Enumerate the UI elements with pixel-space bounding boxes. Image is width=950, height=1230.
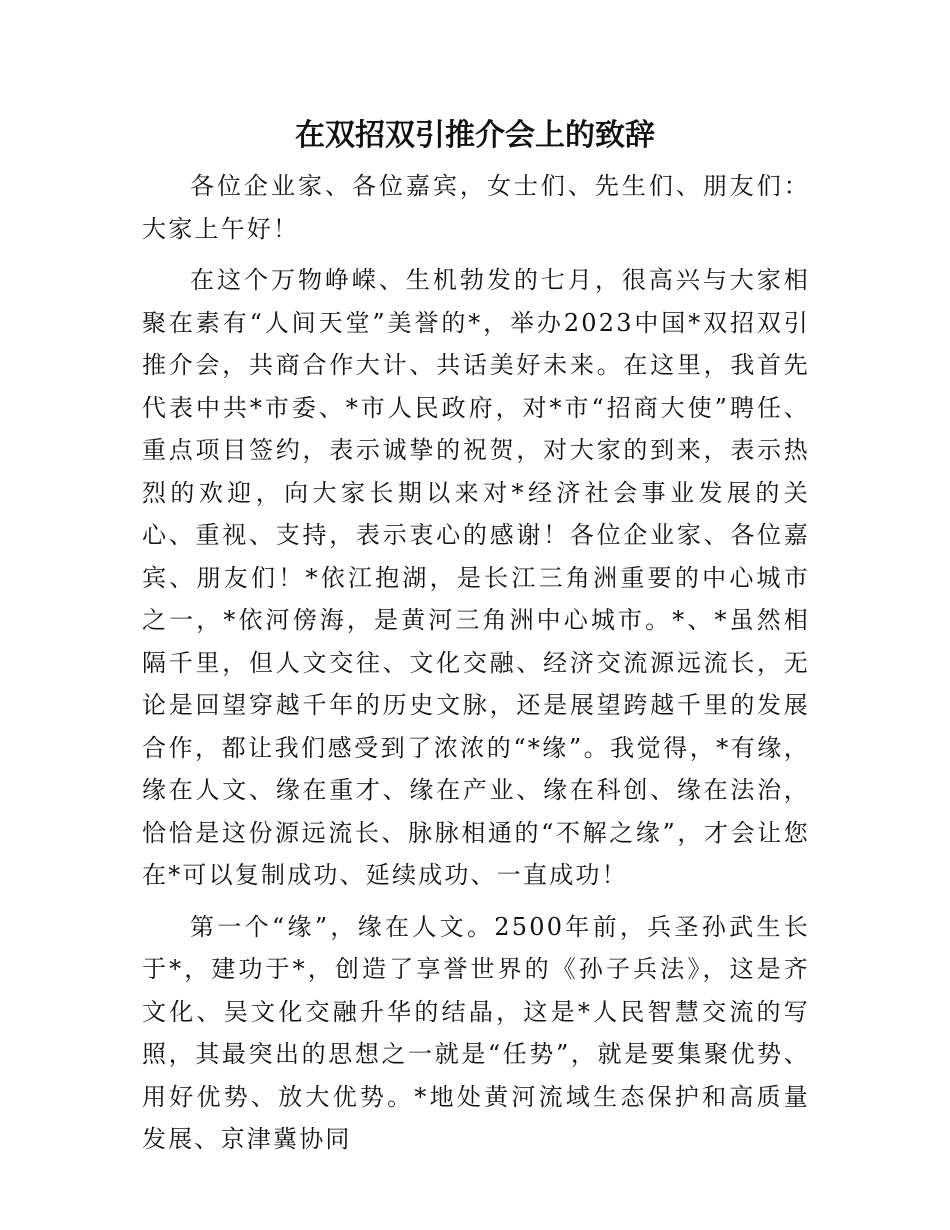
paragraph-culture: 第一个“缘”，缘在人文。2500年前，兵圣孙武生长于*，建功于*，创造了享誉世界的《孙子兵法》，这是齐文化、吴文化交融升华的结晶，这是*人民智慧交流的写照，其最突出的思想之一就是“任势”，就是要集聚优势、用好优势、放大优势。*地处黄河流域生态保护和高质量发展、京津冀协同 [142, 912, 810, 1153]
document-title: 在双招双引推介会上的致辞 [295, 118, 655, 153]
paragraph-greeting: 各位企业家、各位嘉宾，女士们、先生们、朋友们：大家上午好！ [142, 172, 810, 243]
document-body [142, 165, 810, 1170]
paragraph-welcome: 在这个万物峥嵘、生机勃发的七月，很高兴与大家相聚在素有“人间天堂”美誉的*，举办2023中国*双招双引推介会，共商合作大计、共话美好未来。在这里，我首先代表中共*市委、*市人民政府，对*市“招商大使”聘任、重点项目签约，表示诚挚的祝贺，对大家的到来，表示热烈的欢迎，向大家长期以来对*经济社会事业发展的关心、重视、支持，表示衷心的感谢！各位企业家、各位嘉宾、朋友们！*依江抱湖，是长江三角洲重要的中心城市之一，*依河傍海，是黄河三角洲中心城市。*、*虽然相隔千里，但人文交往、文化交融、经济交流源远流长，无论是回望穿越千年的历史文脉，还是展望跨越千里的发展合作，都让我们感受到了浓浓的“*缘”。我觉得，*有缘，缘在人文、缘在重才、缘在产业、缘在科创、缘在法治，恰恰是这份源远流长、脉脉相通的“不解之缘”，才会让您在*可以复制成功、延续成功、一直成功！ [142, 266, 810, 889]
